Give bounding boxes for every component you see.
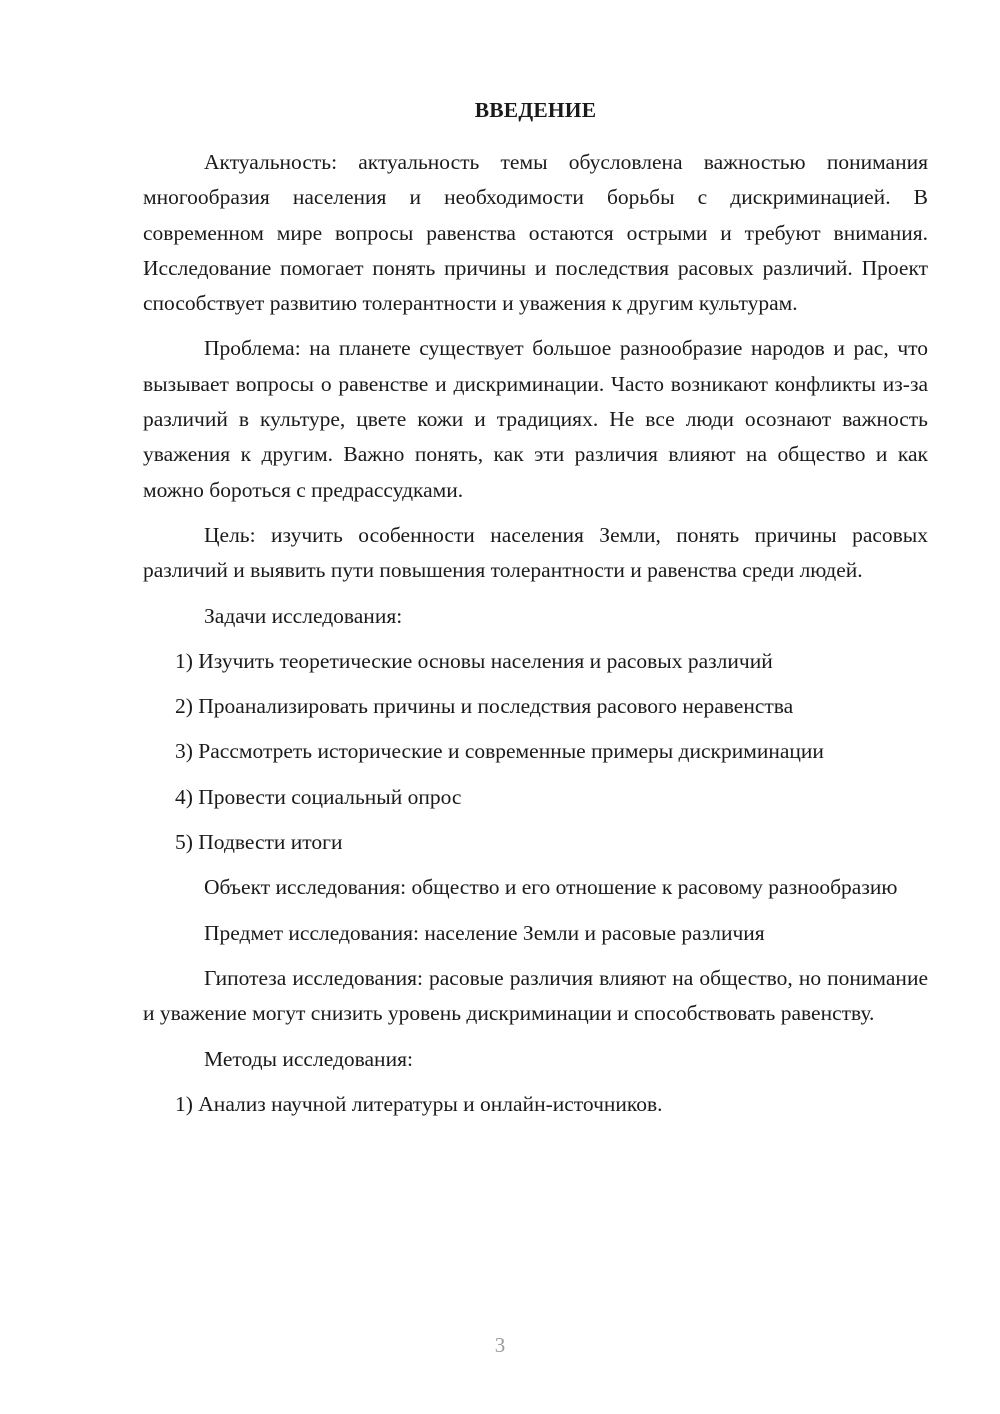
page-number: 3 bbox=[494, 1333, 506, 1357]
method-item: 1) Анализ научной литературы и онлайн-источников. bbox=[175, 1091, 663, 1116]
subject-paragraph: Предмет исследования: население Земли и расовые различия bbox=[204, 920, 765, 945]
object-paragraph: Объект исследования: общество и его отношение к расовому разнообразию bbox=[204, 875, 898, 900]
task-item: 2) Проанализировать причины и последствия расового неравенства bbox=[175, 694, 794, 719]
task-item: 3) Рассмотреть исторические и современные примеры дискриминации bbox=[175, 739, 824, 764]
task-item: 5) Подвести итоги bbox=[175, 830, 343, 855]
task-item: 4) Провести социальный опрос bbox=[175, 784, 462, 809]
hypothesis-paragraph: Гипотеза исследования: расовые различия влияют на общество, но понимание и уважение могут снизить уровень дискриминации и способствовать равенству. bbox=[143, 965, 928, 1026]
document-page bbox=[143, 95, 928, 1132]
section-title: ВВЕДЕНИЕ bbox=[474, 98, 597, 122]
methods-heading: Методы исследования: bbox=[204, 1046, 413, 1071]
goal-paragraph: Цель: изучить особенности населения Земли, понять причины расовых различий и выявить пути повышения толерантности и равенства среди людей. bbox=[143, 522, 928, 583]
task-item: 1) Изучить теоретические основы населения и расовых различий bbox=[175, 648, 773, 673]
tasks-heading: Задачи исследования: bbox=[204, 603, 403, 628]
relevance-paragraph: Актуальность: актуальность темы обусловлена важностью понимания многообразия населения и необходимости борьбы с дискриминацией. В современном мире вопросы равенства остаются острыми и требуют внимания. Исследование помогает понять причины и последствия расовых различий. Проект способствует развитию толерантности и уважения к другим культурам. bbox=[143, 150, 928, 316]
problem-paragraph: Проблема: на планете существует большое разнообразие народов и рас, что вызывает вопросы о равенстве и дискриминации. Часто возникают конфликты из-за различий в культуре, цвете кожи и традициях. Не все люди осознают важность уважения к другим. Важно понять, как эти различия влияют на общество и как можно бороться с предрассудками. bbox=[143, 336, 928, 502]
